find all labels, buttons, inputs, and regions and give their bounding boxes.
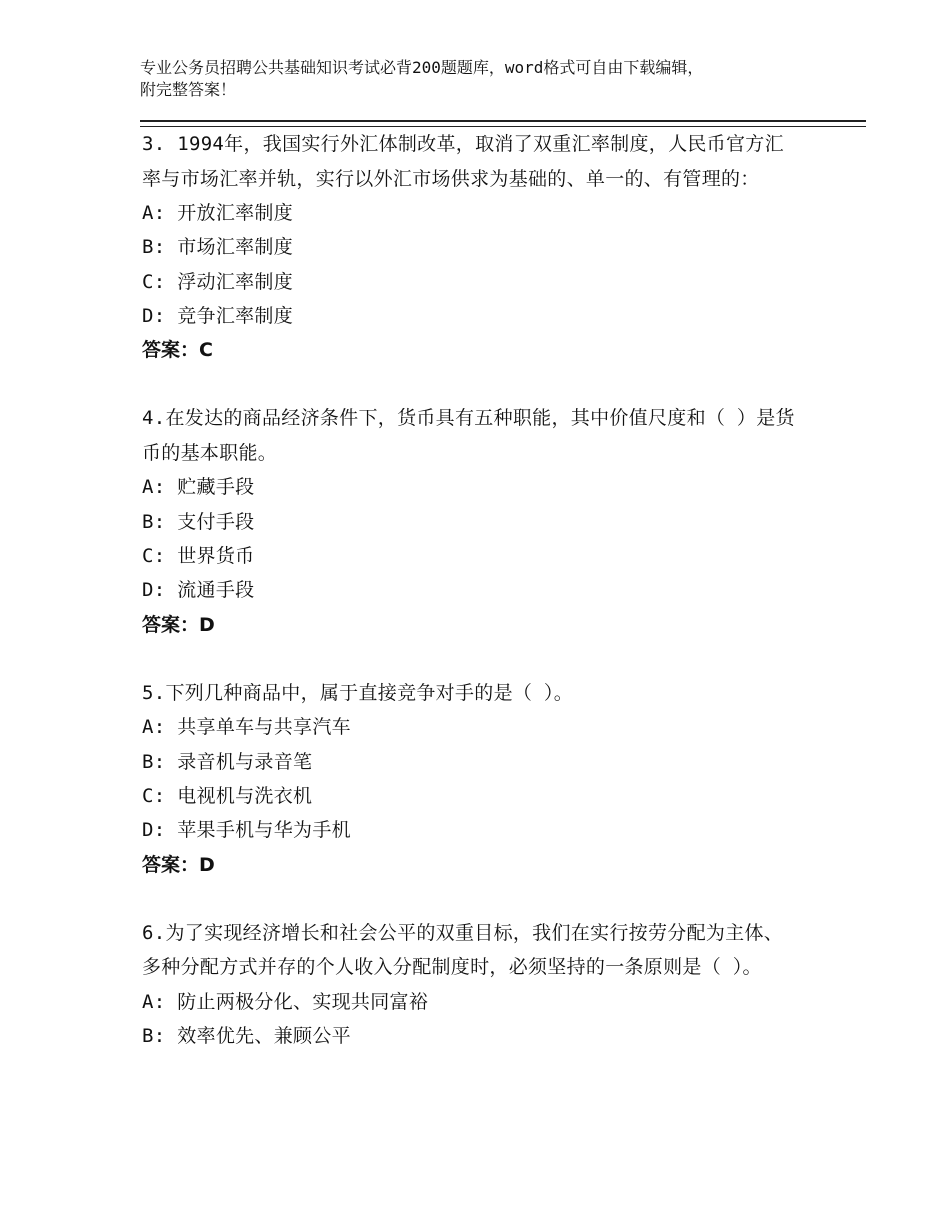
option-b: B: 录音机与录音笔 [142, 750, 313, 773]
option-a: A: 共享单车与共享汽车 [142, 716, 351, 739]
question-text: 4.在发达的商品经济条件下，货币具有五种职能，其中价值尺度和（ ）是货币的基本职能。 [142, 407, 795, 464]
question-text: 5.下列几种商品中，属于直接竞争对手的是（ ）。 [142, 681, 574, 704]
option-c: C: 电视机与洗衣机 [142, 785, 313, 808]
option-b: B: 支付手段 [142, 510, 255, 533]
question-3 [142, 127, 802, 367]
answer-label: 答案：D [142, 853, 215, 876]
spacer [142, 642, 802, 676]
page-header [140, 57, 830, 101]
header-line-1: 专业公务员招聘公共基础知识考试必背200题题库，word格式可自由下载编辑， [140, 58, 704, 77]
question-4 [142, 401, 802, 641]
header-divider [140, 120, 866, 127]
option-c: C: 浮动汇率制度 [142, 270, 294, 293]
option-d: D: 苹果手机与华为手机 [142, 819, 351, 842]
header-line-2: 附完整答案！ [140, 80, 237, 99]
answer-label: 答案：D [142, 613, 215, 636]
option-d: D: 流通手段 [142, 579, 255, 602]
question-list [142, 127, 802, 1054]
option-a: A: 防止两极分化、实现共同富裕 [142, 990, 429, 1013]
answer-label: 答案：C [142, 339, 213, 362]
question-5 [142, 676, 802, 882]
option-d: D: 竞争汇率制度 [142, 304, 294, 327]
option-b: B: 市场汇率制度 [142, 236, 294, 259]
option-c: C: 世界货币 [142, 545, 255, 568]
spacer [142, 882, 802, 916]
question-6 [142, 916, 802, 1054]
option-b: B: 效率优先、兼顾公平 [142, 1025, 351, 1048]
option-a: A: 开放汇率制度 [142, 202, 294, 224]
spacer [142, 367, 802, 401]
option-a: A: 贮藏手段 [142, 476, 255, 499]
question-text: 6.为了实现经济增长和社会公平的双重目标，我们在实行按劳分配为主体、多种分配方式并存的个人收入分配制度时，必须坚持的一条原则是（ ）。 [142, 921, 784, 979]
question-text: 3. 1994年，我国实行外汇体制改革，取消了双重汇率制度，人民币官方汇率与市场汇率并轨，实行以外汇市场供求为基础的、单一的、有管理的： [142, 133, 784, 190]
